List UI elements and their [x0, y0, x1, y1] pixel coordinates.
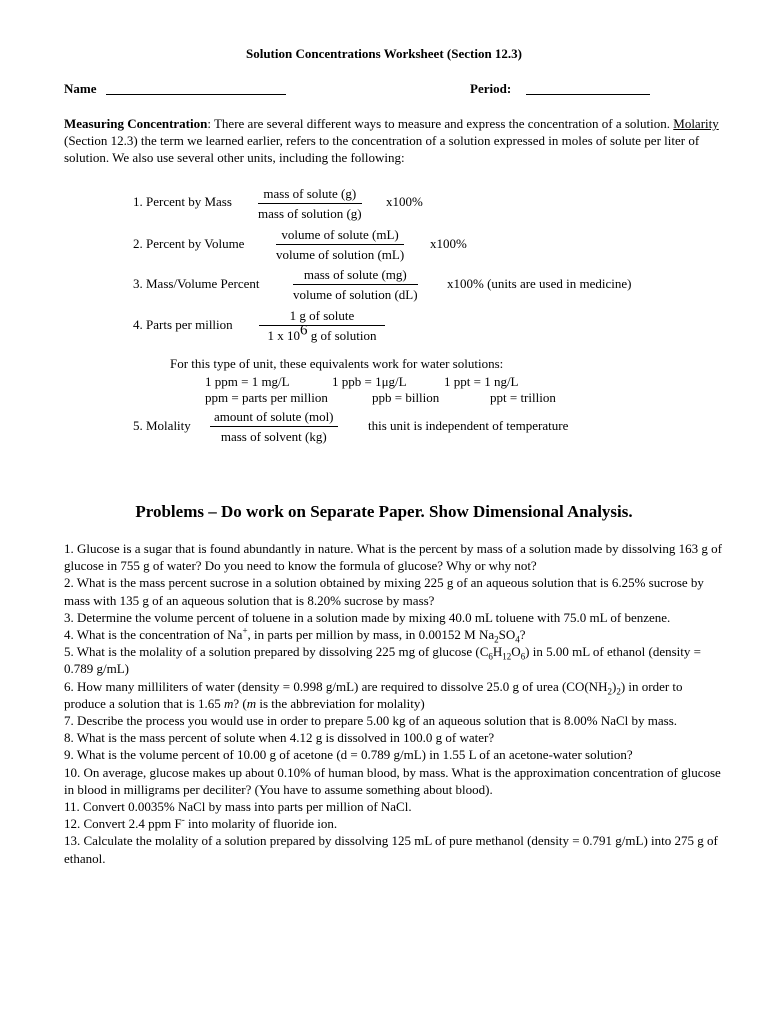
- problem-10: 10. On average, glucose makes up about 0.10% of human blood, by mass. What is the approximation concentration of glucose in blood in milligrams per deciliter? (You have to assume something about blood).: [64, 764, 721, 797]
- problem-8: 8. What is the mass percent of solute when 4.12 g is dissolved in 100.0 g of water?: [64, 730, 495, 746]
- period-blank[interactable]: [526, 83, 650, 95]
- worksheet-title: Solution Concentrations Worksheet (Section 12.3): [245, 46, 522, 61]
- water-note-intro: For this type of unit, these equivalents work for water solutions:: [170, 356, 504, 371]
- abbrev-ppb: ppb = billion: [372, 390, 440, 405]
- unit-2-label: 2. Percent by Volume: [133, 236, 245, 251]
- problem-12: 12. Convert 2.4 ppm F- into molarity of fluoride ion.: [64, 814, 338, 832]
- problem-7: 7. Describe the process you would use in order to prepare 5.00 kg of an aqueous solution that is 8.00% NaCl by mass.: [64, 713, 678, 729]
- unit-5-note: this unit is independent of temperature: [368, 418, 569, 433]
- unit-5-label: 5. Molality: [133, 418, 191, 433]
- problem-3: 3. Determine the volume percent of toluene in a solution made by mixing 40.0 mL toluene with 75.0 mL of benzene.: [64, 609, 671, 625]
- name-label: Name: [64, 81, 97, 96]
- equivalent-ppt: 1 ppt = 1 ng/L: [444, 374, 519, 389]
- name-blank[interactable]: [106, 83, 286, 95]
- problems-heading: Problems – Do work on Separate Paper. Show Dimensional Analysis.: [135, 502, 633, 521]
- problem-1: 1. Glucose is a sugar that is found abundantly in nature. What is the percent by mass of a solution made by dissolving 163 g of glucose in 755 g of water? Do you need to know the formula of glucose? Why or why not?: [64, 541, 722, 574]
- problem-4: 4. What is the concentration of Na+, in parts per million by mass, in 0.00152 M $Na_2SO_4$?: [64, 625, 526, 645]
- unit-1-label: 1. Percent by Mass: [133, 194, 232, 209]
- abbrev-ppm: ppm = parts per million: [205, 390, 328, 405]
- problem-2: 2. What is the mass percent sucrose in a solution obtained by mixing 225 g of an aqueous solution that is 6.25% sucrose by mass with 135 g of an aqueous solution that is 8.20% sucrose by mass?: [64, 575, 704, 608]
- period-label: Period:: [470, 81, 512, 96]
- equivalent-ppb: 1 ppb = 1μg/L: [332, 374, 407, 389]
- unit-5-fraction: amount of solute (mol) mass of solvent (kg): [210, 408, 338, 445]
- unit-4-label: 4. Parts per million: [133, 317, 233, 332]
- abbrev-ppt: ppt = trillion: [490, 390, 556, 405]
- molarity-term: Molarity: [673, 116, 719, 131]
- problem-11: 11. Convert 0.0035% NaCl by mass into parts per million of NaCl.: [64, 799, 412, 815]
- unit-2-multiplier: x100%: [430, 236, 467, 251]
- unit-3-fraction: mass of solute (mg) volume of solution (dL): [293, 267, 418, 302]
- problems-list: [64, 540, 724, 867]
- unit-3-label: 3. Mass/Volume Percent: [133, 276, 260, 291]
- problem-13: 13. Calculate the molality of a solution prepared by dissolving 125 mL of pure methanol (density = 0.791 g/mL) into 275 g of ethanol.: [64, 833, 718, 866]
- unit-1-fraction: mass of solute (g) mass of solution (g): [258, 186, 362, 221]
- problem-5: 5. What is the molality of a solution prepared by dissolving 225 mg of glucose $(C_6H_{12}O_6)$ in 5.00 mL of ethanol (density = 0.789 g/mL): [64, 644, 701, 677]
- intro-paragraph: Measuring Concentration: There are several different ways to measure and express the concentration of a solution. Molarity (Section 12.3) the term we learned earlier, refers to the concentration of a solution expressed in moles of solute per liter of solution. We also use several other units, including the following:: [64, 116, 719, 165]
- problem-9: 9. What is the volume percent of 10.00 g of acetone (d = 0.789 g/mL) in 1.55 L of an acetone-water solution?: [64, 747, 633, 763]
- equivalent-ppm: 1 ppm = 1 mg/L: [205, 374, 290, 389]
- problem-6: 6. How many milliliters of water (density = 0.998 g/mL) are required to dissolve 25.0 g of urea $(CO(NH_2)_2)$ in order to produce a solution that is 1.65 m? (m is the abbreviation for molality): [64, 678, 683, 711]
- intro-heading: Measuring Concentration: [64, 116, 208, 131]
- unit-1-multiplier: x100%: [386, 194, 423, 209]
- unit-3-multiplier: x100% (units are used in medicine): [447, 276, 632, 291]
- unit-2-fraction: volume of solute (mL) volume of solution (mL): [276, 227, 405, 262]
- unit-4-fraction: 1 g of solute 1 x $10^6$ g of solution: [259, 307, 385, 344]
